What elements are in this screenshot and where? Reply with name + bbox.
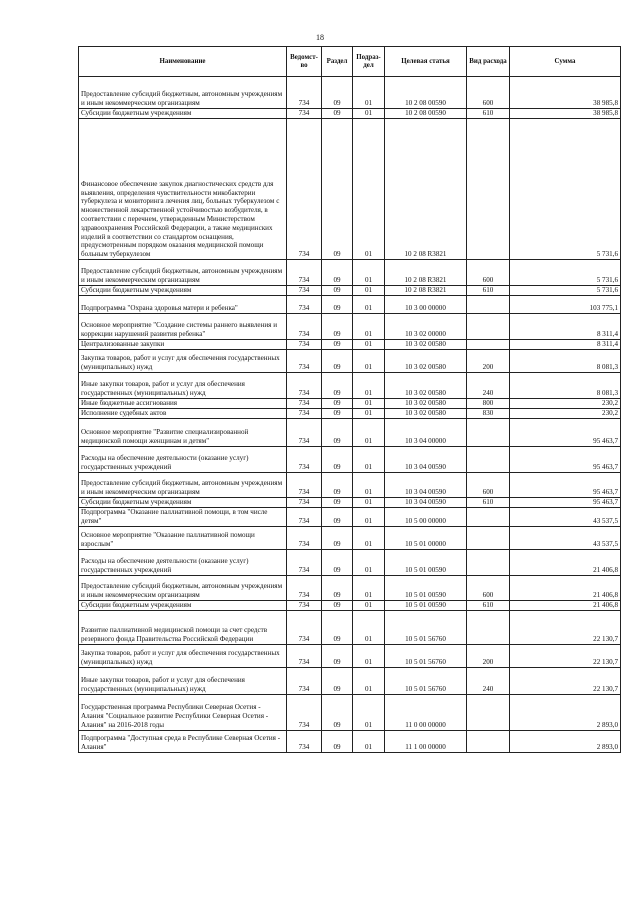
row-section: 09: [322, 473, 353, 498]
table-row: [79, 473, 621, 498]
row-name: Основное мероприятие "Развитие специализированной медицинской помощи женщинам и детям": [79, 419, 287, 447]
table-row: [79, 409, 621, 419]
row-section: 09: [322, 340, 353, 350]
row-target-article: 10 3 02 00580: [385, 350, 467, 373]
row-section: 09: [322, 730, 353, 752]
row-subsection: 01: [353, 373, 385, 399]
row-department: 734: [287, 296, 322, 314]
row-department: 734: [287, 610, 322, 644]
row-section: 09: [322, 549, 353, 575]
row-target-article: 10 3 02 00580: [385, 373, 467, 399]
row-target-article: 10 3 04 00590: [385, 498, 467, 508]
table-row: [79, 610, 621, 644]
row-department: 734: [287, 77, 322, 109]
row-subsection: 01: [353, 286, 385, 296]
row-target-article: 10 5 01 00590: [385, 600, 467, 610]
row-name: Субсидии бюджетным учреждениям: [79, 286, 287, 296]
row-target-article: 10 3 02 00580: [385, 409, 467, 419]
row-expense-type: [467, 694, 510, 730]
row-name: Подпрограмма "Охрана здоровья матери и ребенка": [79, 296, 287, 314]
row-expense-type: [467, 119, 510, 260]
header-amount: Сумма: [510, 47, 621, 77]
row-expense-type: [467, 314, 510, 340]
table-row: [79, 296, 621, 314]
row-name: Предоставление субсидий бюджетным, автономным учреждениям и иным некоммерческим организациям: [79, 575, 287, 600]
row-amount: 2 893,0: [510, 694, 621, 730]
row-name: Подпрограмма "Оказание паллиативной помощи, в том числе детям": [79, 508, 287, 527]
row-name: Исполнение судебных актов: [79, 409, 287, 419]
table-row: [79, 526, 621, 549]
row-department: 734: [287, 399, 322, 409]
header-expense-type: Вид расхода: [467, 47, 510, 77]
row-expense-type: 200: [467, 644, 510, 667]
row-section: 09: [322, 119, 353, 260]
row-amount: 22 130,7: [510, 644, 621, 667]
row-target-article: 10 2 08 R3821: [385, 260, 467, 286]
row-target-article: 10 2 08 00590: [385, 77, 467, 109]
row-amount: 5 731,6: [510, 260, 621, 286]
row-target-article: 10 5 01 56760: [385, 610, 467, 644]
row-expense-type: [467, 419, 510, 447]
row-section: 09: [322, 409, 353, 419]
row-name: Предоставление субсидий бюджетным, автономным учреждениям и иным некоммерческим организациям: [79, 473, 287, 498]
row-expense-type: 600: [467, 473, 510, 498]
row-expense-type: 610: [467, 109, 510, 119]
row-section: 09: [322, 575, 353, 600]
row-amount: 5 731,6: [510, 119, 621, 260]
row-expense-type: [467, 526, 510, 549]
table-row: [79, 350, 621, 373]
row-department: 734: [287, 340, 322, 350]
row-section: 09: [322, 286, 353, 296]
row-department: 734: [287, 109, 322, 119]
row-target-article: 10 3 02 00000: [385, 314, 467, 340]
row-amount: 8 311,4: [510, 314, 621, 340]
row-name: Иные бюджетные ассигнования: [79, 399, 287, 409]
table-row: [79, 399, 621, 409]
table-row: [79, 77, 621, 109]
row-name: Иные закупки товаров, работ и услуг для обеспечения государственных (муниципальных) нужд: [79, 373, 287, 399]
row-name: Финансовое обеспечение закупок диагностических средств для выявления, определения чувствительности микобактерии туберкулеза и мониторинга лечения лиц, больных туберкулезом с множественной лекарственной устойчивостью возбудителя, в соответствии с перечнем, утвержденным Министерством здравоохранения Российской Федерации, а также медицинских изделий в соответствии со стандартом оснащения, предусмотренным порядком оказания медицинской помощи больным туберкулезом: [79, 119, 287, 260]
row-department: 734: [287, 644, 322, 667]
row-section: 09: [322, 600, 353, 610]
row-target-article: 10 5 01 00590: [385, 549, 467, 575]
row-target-article: 10 3 02 00580: [385, 340, 467, 350]
table-header-row: [79, 47, 621, 77]
row-amount: 95 463,7: [510, 419, 621, 447]
row-subsection: 01: [353, 575, 385, 600]
row-subsection: 01: [353, 644, 385, 667]
row-amount: 2 893,0: [510, 730, 621, 752]
row-subsection: 01: [353, 260, 385, 286]
row-name: Основное мероприятие "Создание системы раннего выявления и коррекции нарушений развития ребенка": [79, 314, 287, 340]
row-department: 734: [287, 447, 322, 473]
row-section: 09: [322, 694, 353, 730]
row-department: 734: [287, 119, 322, 260]
row-subsection: 01: [353, 447, 385, 473]
table-row: [79, 340, 621, 350]
row-name: Расходы на обеспечение деятельности (оказание услуг) государственных учреждений: [79, 549, 287, 575]
row-amount: 95 463,7: [510, 473, 621, 498]
row-expense-type: [467, 730, 510, 752]
row-section: 09: [322, 296, 353, 314]
table-row: [79, 667, 621, 694]
table-row: [79, 508, 621, 527]
row-name: Централизованные закупки: [79, 340, 287, 350]
row-expense-type: 830: [467, 409, 510, 419]
row-section: 09: [322, 373, 353, 399]
row-name: Субсидии бюджетным учреждениям: [79, 498, 287, 508]
row-amount: 103 775,1: [510, 296, 621, 314]
table-row: [79, 694, 621, 730]
row-name: Субсидии бюджетным учреждениям: [79, 109, 287, 119]
row-department: 734: [287, 473, 322, 498]
row-department: 734: [287, 498, 322, 508]
table-row: [79, 119, 621, 260]
row-target-article: 10 3 04 00590: [385, 447, 467, 473]
row-section: 09: [322, 260, 353, 286]
row-subsection: 01: [353, 419, 385, 447]
row-subsection: 01: [353, 350, 385, 373]
row-expense-type: 600: [467, 260, 510, 286]
row-amount: 38 985,8: [510, 77, 621, 109]
row-subsection: 01: [353, 109, 385, 119]
row-amount: 21 406,8: [510, 600, 621, 610]
table-row: [79, 644, 621, 667]
row-section: 09: [322, 350, 353, 373]
row-department: 734: [287, 373, 322, 399]
row-section: 09: [322, 508, 353, 527]
row-department: 734: [287, 575, 322, 600]
row-target-article: 10 5 01 00590: [385, 575, 467, 600]
table-row: [79, 600, 621, 610]
row-expense-type: 600: [467, 575, 510, 600]
table-row: [79, 373, 621, 399]
row-department: 734: [287, 694, 322, 730]
row-target-article: 11 1 00 00000: [385, 730, 467, 752]
table-row: [79, 260, 621, 286]
row-amount: 95 463,7: [510, 447, 621, 473]
row-subsection: 01: [353, 694, 385, 730]
row-subsection: 01: [353, 77, 385, 109]
row-target-article: 10 2 08 R3821: [385, 119, 467, 260]
row-expense-type: [467, 340, 510, 350]
row-subsection: 01: [353, 730, 385, 752]
row-amount: 43 537,5: [510, 526, 621, 549]
row-name: Закупка товаров, работ и услуг для обеспечения государственных (муниципальных) нужд: [79, 644, 287, 667]
table-row: [79, 286, 621, 296]
row-department: 734: [287, 286, 322, 296]
row-subsection: 01: [353, 667, 385, 694]
row-expense-type: [467, 610, 510, 644]
row-subsection: 01: [353, 296, 385, 314]
row-expense-type: 610: [467, 286, 510, 296]
row-department: 734: [287, 314, 322, 340]
row-section: 09: [322, 109, 353, 119]
table-row: [79, 730, 621, 752]
row-amount: 21 406,8: [510, 549, 621, 575]
row-expense-type: [467, 296, 510, 314]
row-expense-type: 610: [467, 498, 510, 508]
row-amount: 230,2: [510, 409, 621, 419]
row-subsection: 01: [353, 526, 385, 549]
row-subsection: 01: [353, 610, 385, 644]
table-row: [79, 419, 621, 447]
row-expense-type: 240: [467, 667, 510, 694]
row-section: 09: [322, 419, 353, 447]
row-amount: 22 130,7: [510, 667, 621, 694]
row-department: 734: [287, 526, 322, 549]
row-section: 09: [322, 498, 353, 508]
row-expense-type: 600: [467, 77, 510, 109]
row-target-article: 10 5 01 00000: [385, 526, 467, 549]
row-expense-type: [467, 549, 510, 575]
row-subsection: 01: [353, 549, 385, 575]
row-name: Основное мероприятие "Оказание паллиативной помощи взрослым": [79, 526, 287, 549]
table-row: [79, 109, 621, 119]
row-target-article: 10 3 02 00580: [385, 399, 467, 409]
row-subsection: 01: [353, 508, 385, 527]
table-row: [79, 575, 621, 600]
row-target-article: 10 3 04 00000: [385, 419, 467, 447]
row-expense-type: 800: [467, 399, 510, 409]
row-expense-type: 240: [467, 373, 510, 399]
row-name: Государственная программа Республики Северная Осетия - Алания "Социальное развитие Республики Северная Осетия - Алания" на 2016-2018 годы: [79, 694, 287, 730]
row-department: 734: [287, 409, 322, 419]
row-department: 734: [287, 667, 322, 694]
row-amount: 95 463,7: [510, 498, 621, 508]
row-amount: 8 081,3: [510, 373, 621, 399]
row-name: Подпрограмма "Доступная среда в Республике Северная Осетия - Алания": [79, 730, 287, 752]
header-name: Наименование: [79, 47, 287, 77]
row-section: 09: [322, 77, 353, 109]
row-name: Закупка товаров, работ и услуг для обеспечения государственных (муниципальных) нужд: [79, 350, 287, 373]
row-name: Предоставление субсидий бюджетным, автономным учреждениям и иным некоммерческим организациям: [79, 77, 287, 109]
table-row: [79, 314, 621, 340]
header-subsection: Подраз-дел: [353, 47, 385, 77]
row-subsection: 01: [353, 600, 385, 610]
row-name: Развитие паллиативной медицинской помощи за счет средств резервного фонда Правительства Российской Федерации: [79, 610, 287, 644]
row-expense-type: 610: [467, 600, 510, 610]
row-subsection: 01: [353, 119, 385, 260]
row-department: 734: [287, 600, 322, 610]
row-name: Субсидии бюджетным учреждениям: [79, 600, 287, 610]
row-name: Иные закупки товаров, работ и услуг для обеспечения государственных (муниципальных) нужд: [79, 667, 287, 694]
row-subsection: 01: [353, 399, 385, 409]
row-amount: 8 311,4: [510, 340, 621, 350]
table-body: [79, 77, 621, 753]
row-subsection: 01: [353, 314, 385, 340]
header-department: Ведомст-во: [287, 47, 322, 77]
row-target-article: 11 0 00 00000: [385, 694, 467, 730]
row-section: 09: [322, 526, 353, 549]
table-row: [79, 447, 621, 473]
row-target-article: 10 3 00 00000: [385, 296, 467, 314]
row-target-article: 10 2 08 R3821: [385, 286, 467, 296]
row-expense-type: [467, 447, 510, 473]
table-row: [79, 549, 621, 575]
row-target-article: 10 5 00 00000: [385, 508, 467, 527]
row-section: 09: [322, 610, 353, 644]
row-subsection: 01: [353, 409, 385, 419]
row-target-article: 10 5 01 56760: [385, 644, 467, 667]
page-number: 18: [316, 33, 324, 42]
row-amount: 38 985,8: [510, 109, 621, 119]
row-amount: 230,2: [510, 399, 621, 409]
row-amount: 8 081,3: [510, 350, 621, 373]
row-section: 09: [322, 314, 353, 340]
row-department: 734: [287, 350, 322, 373]
row-name: Предоставление субсидий бюджетным, автономным учреждениям и иным некоммерческим организациям: [79, 260, 287, 286]
row-department: 734: [287, 549, 322, 575]
budget-table: [78, 46, 621, 753]
row-section: 09: [322, 399, 353, 409]
row-subsection: 01: [353, 340, 385, 350]
row-amount: 21 406,8: [510, 575, 621, 600]
row-department: 734: [287, 730, 322, 752]
header-section: Раздел: [322, 47, 353, 77]
row-target-article: 10 3 04 00590: [385, 473, 467, 498]
row-section: 09: [322, 447, 353, 473]
row-amount: 43 537,5: [510, 508, 621, 527]
table-row: [79, 498, 621, 508]
row-section: 09: [322, 644, 353, 667]
row-target-article: 10 5 01 56760: [385, 667, 467, 694]
row-expense-type: [467, 508, 510, 527]
row-target-article: 10 2 08 00590: [385, 109, 467, 119]
row-department: 734: [287, 260, 322, 286]
row-amount: 22 130,7: [510, 610, 621, 644]
row-subsection: 01: [353, 498, 385, 508]
row-department: 734: [287, 508, 322, 527]
row-subsection: 01: [353, 473, 385, 498]
row-expense-type: 200: [467, 350, 510, 373]
row-amount: 5 731,6: [510, 286, 621, 296]
row-department: 734: [287, 419, 322, 447]
row-section: 09: [322, 667, 353, 694]
row-name: Расходы на обеспечение деятельности (оказание услуг) государственных учреждений: [79, 447, 287, 473]
header-target-article: Целевая статья: [385, 47, 467, 77]
